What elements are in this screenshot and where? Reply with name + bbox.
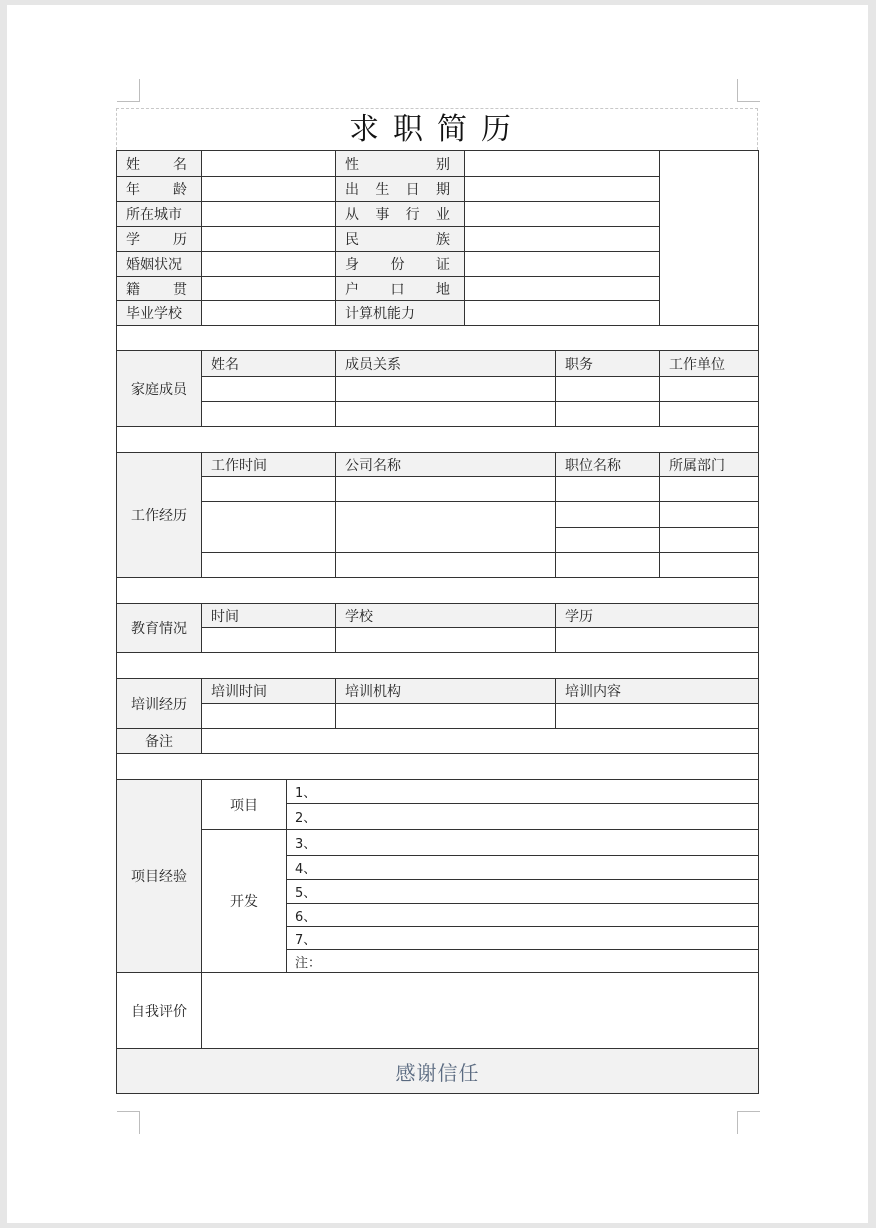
table-cell[interactable] bbox=[659, 552, 759, 578]
label-char: 名 bbox=[173, 156, 187, 173]
table-cell[interactable] bbox=[555, 627, 759, 653]
field-label: 婚姻状况 bbox=[116, 251, 202, 277]
label-char: 事 bbox=[375, 207, 390, 223]
table-cell[interactable] bbox=[659, 501, 759, 528]
field-value[interactable] bbox=[201, 201, 336, 227]
label-char: 户 bbox=[345, 281, 359, 298]
field-value[interactable] bbox=[464, 176, 660, 202]
column-header: 姓名 bbox=[201, 350, 336, 377]
table-cell[interactable] bbox=[335, 501, 556, 553]
field-label: 所在城市 bbox=[116, 201, 202, 227]
label-char: 日 bbox=[405, 182, 420, 198]
spacer-row bbox=[116, 325, 759, 351]
field-label: 毕业学校 bbox=[116, 300, 202, 326]
field-value[interactable] bbox=[201, 251, 336, 277]
column-header: 成员关系 bbox=[335, 350, 556, 377]
page-title: 求职简历 bbox=[349, 112, 525, 147]
table-cell[interactable] bbox=[335, 401, 556, 427]
field-value[interactable] bbox=[464, 300, 660, 326]
column-header: 时间 bbox=[201, 603, 336, 628]
column-header: 工作时间 bbox=[201, 452, 336, 477]
field-label bbox=[116, 226, 202, 252]
field-label bbox=[335, 251, 465, 277]
label-char: 地 bbox=[436, 281, 450, 298]
table-cell[interactable] bbox=[201, 703, 336, 729]
section-label-education: 教育情况 bbox=[116, 603, 202, 653]
field-value[interactable] bbox=[201, 176, 336, 202]
table-cell[interactable] bbox=[201, 552, 336, 578]
table-cell[interactable] bbox=[201, 501, 336, 553]
field-value[interactable] bbox=[464, 251, 660, 277]
field-value[interactable] bbox=[464, 226, 660, 252]
thanks-footer: 感谢信任 bbox=[116, 1048, 759, 1094]
photo-box[interactable] bbox=[659, 150, 759, 326]
table-cell[interactable] bbox=[659, 527, 759, 553]
field-label bbox=[335, 201, 465, 227]
remarks-field[interactable] bbox=[201, 728, 759, 754]
label-char: 出 bbox=[345, 182, 359, 198]
project-item[interactable]: 注： bbox=[286, 949, 759, 973]
margin-mark-bottom-right bbox=[737, 1111, 760, 1134]
table-cell[interactable] bbox=[555, 476, 660, 502]
project-item[interactable]: 2、 bbox=[286, 803, 759, 830]
section-label-projects: 项目经验 bbox=[116, 779, 202, 973]
table-cell[interactable] bbox=[659, 376, 759, 402]
table-cell[interactable] bbox=[335, 703, 556, 729]
margin-mark-top-right bbox=[737, 79, 760, 102]
label-char: 族 bbox=[436, 232, 450, 248]
table-cell[interactable] bbox=[555, 376, 660, 402]
margin-mark-bottom-left bbox=[117, 1111, 140, 1134]
table-cell[interactable] bbox=[335, 552, 556, 578]
field-label bbox=[335, 276, 465, 301]
label-char: 份 bbox=[390, 257, 405, 273]
label-char: 证 bbox=[436, 257, 450, 273]
spacer-row bbox=[116, 753, 759, 780]
table-cell[interactable] bbox=[555, 703, 759, 729]
section-label-family: 家庭成员 bbox=[116, 350, 202, 427]
field-label bbox=[335, 176, 465, 202]
project-item[interactable]: 5、 bbox=[286, 879, 759, 904]
label-char: 生 bbox=[375, 182, 390, 198]
table-cell[interactable] bbox=[335, 476, 556, 502]
field-label bbox=[116, 150, 202, 177]
field-value[interactable] bbox=[464, 150, 660, 177]
label-char: 身 bbox=[345, 257, 359, 273]
label-char: 姓 bbox=[126, 156, 140, 173]
sub-label-development: 开发 bbox=[201, 829, 287, 973]
project-item[interactable]: 6、 bbox=[286, 903, 759, 927]
project-item[interactable]: 3、 bbox=[286, 829, 759, 856]
table-cell[interactable] bbox=[335, 627, 556, 653]
label-char: 业 bbox=[435, 207, 450, 223]
column-header: 学校 bbox=[335, 603, 556, 628]
spacer-row bbox=[116, 577, 759, 604]
table-cell[interactable] bbox=[201, 627, 336, 653]
project-item[interactable]: 4、 bbox=[286, 855, 759, 880]
label-char: 籍 bbox=[126, 281, 140, 298]
margin-mark-top-left bbox=[117, 79, 140, 102]
section-label-remarks: 备注 bbox=[116, 728, 202, 754]
column-header: 公司名称 bbox=[335, 452, 556, 477]
field-value[interactable] bbox=[201, 300, 336, 326]
table-cell[interactable] bbox=[335, 376, 556, 402]
field-value[interactable] bbox=[201, 276, 336, 301]
label-char: 从 bbox=[345, 207, 359, 223]
field-label bbox=[335, 226, 465, 252]
table-cell[interactable] bbox=[201, 376, 336, 402]
project-item[interactable]: 7、 bbox=[286, 926, 759, 950]
column-header: 培训内容 bbox=[555, 678, 759, 704]
label-char: 口 bbox=[390, 281, 405, 298]
label-char: 年 bbox=[126, 182, 140, 198]
spacer-row bbox=[116, 652, 759, 679]
table-cell[interactable] bbox=[201, 476, 336, 502]
label-char: 行 bbox=[405, 207, 420, 223]
table-cell[interactable] bbox=[201, 401, 336, 427]
label-char: 别 bbox=[436, 156, 450, 173]
field-value[interactable] bbox=[464, 276, 660, 301]
label-char: 期 bbox=[435, 182, 450, 198]
self-eval-field[interactable] bbox=[201, 972, 759, 1049]
label-char: 贯 bbox=[173, 281, 187, 298]
column-header: 工作单位 bbox=[659, 350, 759, 377]
table-cell[interactable] bbox=[555, 527, 660, 553]
field-label bbox=[116, 176, 202, 202]
project-item[interactable]: 1、 bbox=[286, 779, 759, 804]
label-char: 学 bbox=[126, 232, 140, 248]
field-label bbox=[116, 276, 202, 301]
table-cell[interactable] bbox=[555, 501, 660, 528]
spacer-row bbox=[116, 426, 759, 453]
field-label bbox=[335, 150, 465, 177]
column-header: 职务 bbox=[555, 350, 660, 377]
column-header: 职位名称 bbox=[555, 452, 660, 477]
section-label-work: 工作经历 bbox=[116, 452, 202, 578]
field-label: 计算机能力 bbox=[335, 300, 465, 326]
table-cell[interactable] bbox=[555, 401, 660, 427]
field-value[interactable] bbox=[201, 226, 336, 252]
column-header: 培训时间 bbox=[201, 678, 336, 704]
field-value[interactable] bbox=[201, 150, 336, 177]
label-char: 历 bbox=[173, 232, 187, 248]
section-label-self-eval: 自我评价 bbox=[116, 972, 202, 1049]
field-value[interactable] bbox=[464, 201, 660, 227]
sub-label-project: 项目 bbox=[201, 779, 287, 830]
table-cell[interactable] bbox=[659, 476, 759, 502]
table-cell[interactable] bbox=[659, 401, 759, 427]
column-header: 学历 bbox=[555, 603, 759, 628]
label-char: 民 bbox=[345, 232, 359, 248]
column-header: 所属部门 bbox=[659, 452, 759, 477]
column-header: 培训机构 bbox=[335, 678, 556, 704]
label-char: 性 bbox=[345, 156, 359, 173]
section-label-training: 培训经历 bbox=[116, 678, 202, 729]
label-char: 龄 bbox=[173, 182, 187, 198]
table-cell[interactable] bbox=[555, 552, 660, 578]
